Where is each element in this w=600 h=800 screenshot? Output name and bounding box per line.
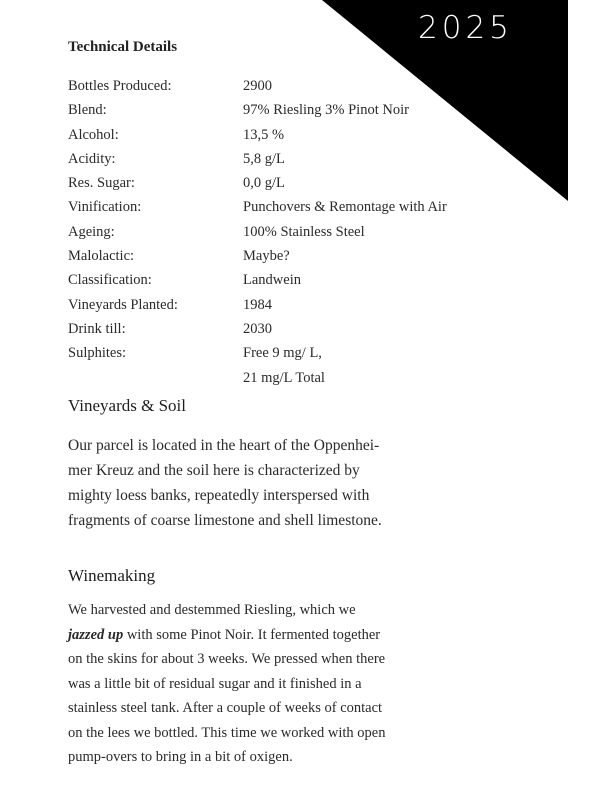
spec-value: 2030 bbox=[243, 320, 272, 337]
spec-value: 21 mg/L Total bbox=[243, 369, 325, 386]
spec-row bbox=[68, 195, 447, 219]
spec-row bbox=[68, 293, 447, 317]
spec-row bbox=[68, 268, 447, 292]
spec-label: Blend: bbox=[68, 102, 107, 119]
spec-label: Res. Sugar: bbox=[68, 175, 135, 192]
spec-label: Drink till: bbox=[68, 320, 126, 337]
spec-value: 13,5 % bbox=[243, 126, 285, 143]
winemaking-heading: Winemaking bbox=[68, 566, 156, 585]
paragraph-line: pump-overs to bring in a bit of oxigen. bbox=[68, 749, 293, 765]
spec-row bbox=[68, 341, 447, 365]
spec-value: 100% Stainless Steel bbox=[243, 223, 365, 240]
spec-label: Sulphites: bbox=[68, 345, 127, 362]
spec-value: 5,8 g/L bbox=[243, 150, 285, 167]
line-text: with some Pinot Noir. It fermented together bbox=[123, 626, 381, 643]
spec-label: Acidity: bbox=[68, 150, 116, 167]
spec-label: Classification: bbox=[68, 272, 152, 289]
spec-label: Ageing: bbox=[68, 223, 115, 240]
paragraph-line bbox=[68, 623, 385, 648]
spec-label: Bottles Produced: bbox=[68, 78, 172, 94]
spec-label: Vineyards Planted: bbox=[68, 296, 178, 313]
spec-value: 97% Riesling 3% Pinot Noir bbox=[243, 102, 409, 119]
winemaking-paragraph bbox=[68, 598, 385, 770]
spec-row bbox=[68, 317, 447, 341]
spec-value: Maybe? bbox=[243, 248, 290, 265]
spec-row bbox=[68, 171, 447, 195]
technical-details-heading: Technical Details bbox=[68, 39, 178, 55]
spec-label: Malolactic: bbox=[68, 248, 135, 265]
spec-value: 2900 bbox=[243, 78, 272, 94]
paragraph-line: Our parcel is located in the heart of the Oppenhei- bbox=[68, 437, 380, 454]
paragraph-line: on the skins for about 3 weeks. We pressed when there bbox=[68, 651, 386, 667]
spec-value: Punchovers & Remontage with Air bbox=[243, 199, 447, 216]
spec-row bbox=[68, 123, 447, 147]
spec-row bbox=[68, 366, 447, 390]
spec-value: 0,0 g/L bbox=[243, 175, 285, 192]
spec-label: Alcohol: bbox=[68, 126, 119, 143]
spec-label bbox=[68, 366, 243, 390]
paragraph-line: was a little bit of residual sugar and it finished in a bbox=[68, 675, 362, 692]
technical-details-table bbox=[68, 74, 447, 390]
spec-row bbox=[68, 98, 447, 122]
paragraph-line: stainless steel tank. After a couple of weeks of contact bbox=[68, 700, 383, 716]
emphasis-text: jazzed up bbox=[68, 626, 124, 643]
paragraph-line: mighty loess banks, repeatedly interspersed with bbox=[68, 487, 370, 504]
paragraph-line: on the lees we bottled. This time we worked with open bbox=[68, 724, 386, 741]
vineyards-heading: Vineyards & Soil bbox=[68, 396, 186, 415]
spec-row bbox=[68, 74, 447, 98]
spec-value: Landwein bbox=[243, 272, 301, 289]
paragraph-line: mer Kreuz and the soil here is characterized by bbox=[68, 462, 360, 479]
paragraph-line: fragments of coarse limestone and shell limestone. bbox=[68, 512, 382, 529]
spec-label: Vinification: bbox=[68, 199, 142, 216]
spec-row bbox=[68, 220, 447, 244]
vintage-year: 2025 bbox=[418, 10, 513, 46]
spec-value: 1984 bbox=[243, 296, 272, 313]
vineyards-paragraph bbox=[68, 433, 382, 533]
spec-value: Free 9 mg/ L, bbox=[243, 345, 322, 362]
paragraph-line: We harvested and destemmed Riesling, which we bbox=[68, 602, 356, 618]
spec-row bbox=[68, 147, 447, 171]
spec-row bbox=[68, 244, 447, 268]
